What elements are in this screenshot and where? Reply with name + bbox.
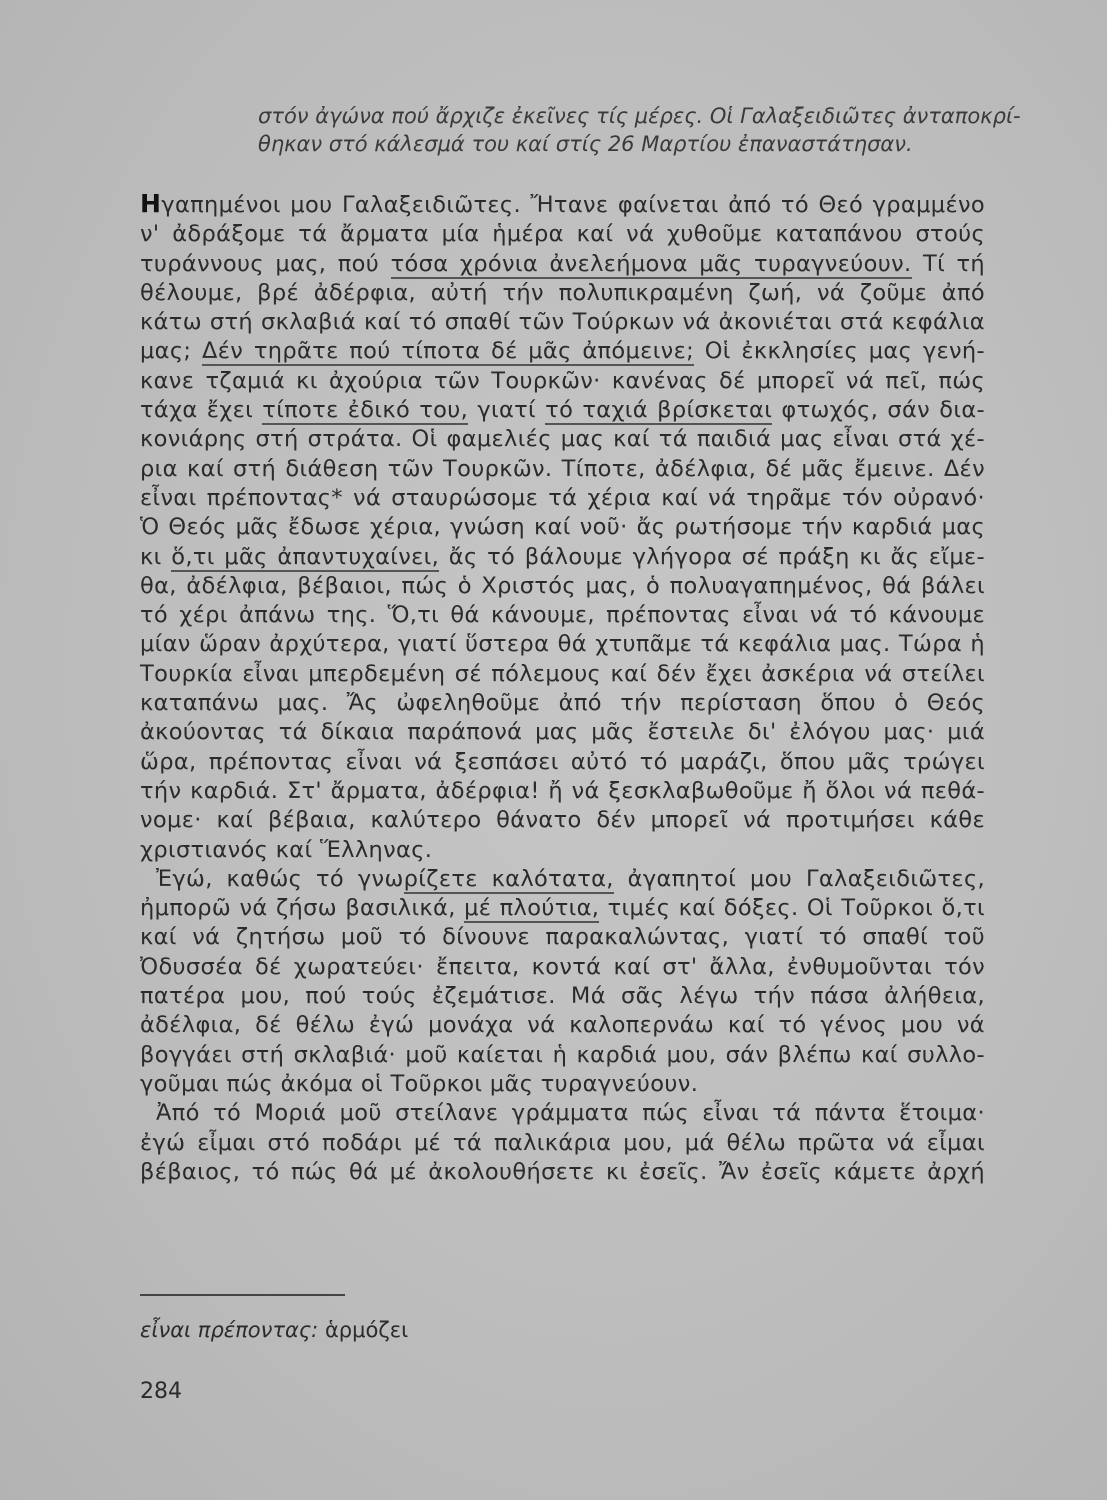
text-line: καί νά ζητήσω μοῦ τό δίνουνε παρακαλώντας, γιατί τό σπαθί τοῦ [140,924,985,951]
line-fragment: Ἐγώ, καθώς τό γνω [156,865,404,892]
text-line: θα, ἀδέλφια, βέβαιοι, πώς ὁ Χριστός μας, ὁ πολυαγαπημένος, θά βάλει [140,572,985,599]
footnote-term: εἶναι πρέποντας: [140,1318,319,1342]
text-line [140,865,985,894]
underlined-phrase: τόσα χρόνια ἀνελεήμονα μᾶς τυραγνεύουν. [390,250,912,277]
underlined-phrase: τίποτε ἐδικό του, [262,397,469,424]
text-line: ν' ἀδράξομε τά ἄρματα μία ἡμέρα καί νά χυθοῦμε καταπάνου στούς [140,221,985,248]
text-line: ρια καί στή διάθεση τῶν Τουρκῶν. Τίποτε, ἀδέλφια, δέ μᾶς ἔμεινε. Δέν [140,455,985,482]
text-line: ἀκούοντας τά δίκαια παράπονά μας μᾶς ἔστειλε δι' ἐλόγου μας· μιά [140,719,985,746]
text-line: μίαν ὥραν ἀρχύτερα, γιατί ὕστερα θά χτυπᾶμε τά κεφάλια μας. Τώρα ἡ [140,631,985,658]
text-line: Τουρκία εἶναι μπερδεμένη σέ πόλεμους καί δέν ἔχει ἀσκέρια νά στείλει [140,660,985,687]
line-fragment: τιμές καί δόξες. Οἱ Τοῦρκοι ὅ,τι [607,895,985,922]
line-fragment: γιατί [468,397,546,424]
text-line [140,337,985,366]
line-text: γαπημένοι μου Γαλαξειδιῶτες. Ἤτανε φαίνεται ἀπό τό Θεό γραμμένο [161,192,985,218]
line-fragment: ἀγαπητοί μου Γαλαξειδιῶτες, [627,865,985,892]
line-fragment: φτωχός, σάν δια- [781,397,985,424]
line-fragment: Οἱ ἐκκλησίες μας γενή- [704,338,985,365]
text-line: Ὁ Θεός μᾶς ἔδωσε χέρια, γνώση καί νοῦ· ἄς ρωτήσομε τήν καρδιά μας [140,514,985,541]
underlined-phrase: ρίζετε καλότατα, [403,865,614,892]
underlined-phrase: ὅ,τι μᾶς ἀπαντυχαίνει, [171,543,440,570]
text-line: ἐγώ εἶμαι στό ποδάρι μέ τά παλικάρια μου, μά θέλω πρῶτα νά εἶμαι [140,1129,985,1156]
line-fragment: κι [140,543,172,570]
text-line: ὥρα, πρέποντας εἶναι νά ξεσπάσει αὐτό τό μαράζι, ὅπου μᾶς τρώγει [140,748,985,775]
text-line [140,250,985,279]
underlined-phrase: Δέν τηρᾶτε πού τίποτα δέ μᾶς ἀπόμεινε; [202,338,695,365]
footnote [140,1316,408,1344]
text-line: καταπάνω μας. Ἄς ὠφεληθοῦμε ἀπό τήν περίσταση ὅπου ὁ Θεός [140,690,985,717]
line-fragment: μας; [140,338,203,365]
underlined-phrase: μέ πλούτια, [464,895,600,922]
footnote-divider [140,1294,345,1296]
text-line [140,543,985,572]
text-line: νομε· καί βέβαια, καλύτερο θάνατο δέν μπορεῖ νά προτιμήσει κάθε [140,807,985,834]
text-line [140,894,985,923]
text-line: Ὀδυσσέα δέ χωρατεύει· ἔπειτα, κοντά καί στ' ἄλλα, ἐνθυμοῦνται τόν [140,953,985,980]
text-line: θέλουμε, βρέ ἀδέρφια, αὐτή τήν πολυπικραμένη ζωή, νά ζοῦμε ἀπό [140,279,985,306]
text-line: τήν καρδιά. Στ' ἄρματα, ἀδέρφια! ἤ νά ξεσκλαβωθοῦμε ἤ ὅλοι νά πεθά- [140,777,985,804]
text-line: γοῦμαι πώς ἀκόμα οἱ Τοῦρκοι μᾶς τυραγνεύουν. [140,1070,699,1097]
text-line [140,189,985,220]
main-text [140,189,985,1187]
text-line: κάτω στή σκλαβιά καί τό σπαθί τῶν Τούρκων νά ἀκονιέται στά κεφάλια [140,309,985,336]
text-line [140,396,985,425]
text-line: τό χέρι ἀπάνω της. Ὅ,τι θά κάνουμε, πρέποντας εἶναι νά τό κάνουμε [140,602,985,629]
line-fragment: ἄς τό βάλουμε γλήγορα σέ πράξη κι ἄς εἴμε- [448,543,985,570]
text-line: βογγάει στή σκλαβιά· μοῦ καίεται ἡ καρδιά μου, σάν βλέπω καί συλλο- [140,1041,985,1068]
line-fragment: τάχα ἔχει [140,397,263,424]
text-line: ἀδέλφια, δέ θέλω ἐγώ μονάχα νά καλοπερνάω καί τό γένος μου νά [140,1012,985,1039]
text-line: πατέρα μου, πού τούς ἐζεμάτισε. Μά σᾶς λέγω τήν πάσα ἀλήθεια, [140,983,985,1010]
text-line: κονιάρης στή στράτα. Οἱ φαμελιές μας καί τά παιδιά μας εἶναι στά χέ- [140,426,985,453]
text-line: βέβαιος, τό πώς θά μέ ἀκολουθήσετε κι ἐσεῖς. Ἄν ἐσεῖς κάμετε ἀρχή [140,1158,985,1185]
text-line: κανε τζαμιά κι ἀχούρια τῶν Τουρκῶν· κανένας δέ μπορεῖ νά πεῖ, πώς [140,367,985,394]
line-fragment: Τί τή [922,250,985,277]
underlined-phrase: τό ταχιά βρίσκεται [545,397,773,424]
intro-line: θηκαν στό κάλεσμά του καί στίς 26 Μαρτίου ἐπαναστάτησαν. [258,132,913,156]
intro-line: στόν ἀγώνα πού ἄρχιζε ἐκεῖνες τίς μέρες. Οἱ Γαλαξειδιῶτες ἀνταποκρί- [258,104,1021,128]
footnote-definition: ἁρμόζει [324,1318,409,1342]
text-line: Ἀπό τό Μοριά μοῦ στείλανε γράμματα πώς εἶναι τά πάντα ἕτοιμα· [156,1100,985,1127]
drop-cap: Η [140,189,162,218]
intro-paragraph [258,102,1021,158]
line-fragment: τυράννους μας, πού [140,250,391,277]
text-line: εἶναι πρέποντας* νά σταυρώσομε τά χέρια καί νά τηρᾶμε τόν οὐρανό· [140,484,985,511]
text-line: χριστιανός καί Ἕλληνας. [140,836,433,863]
page-number: 284 [140,1379,182,1404]
line-fragment: ἠμπορῶ νά ζήσω βασιλικά, [140,895,465,922]
